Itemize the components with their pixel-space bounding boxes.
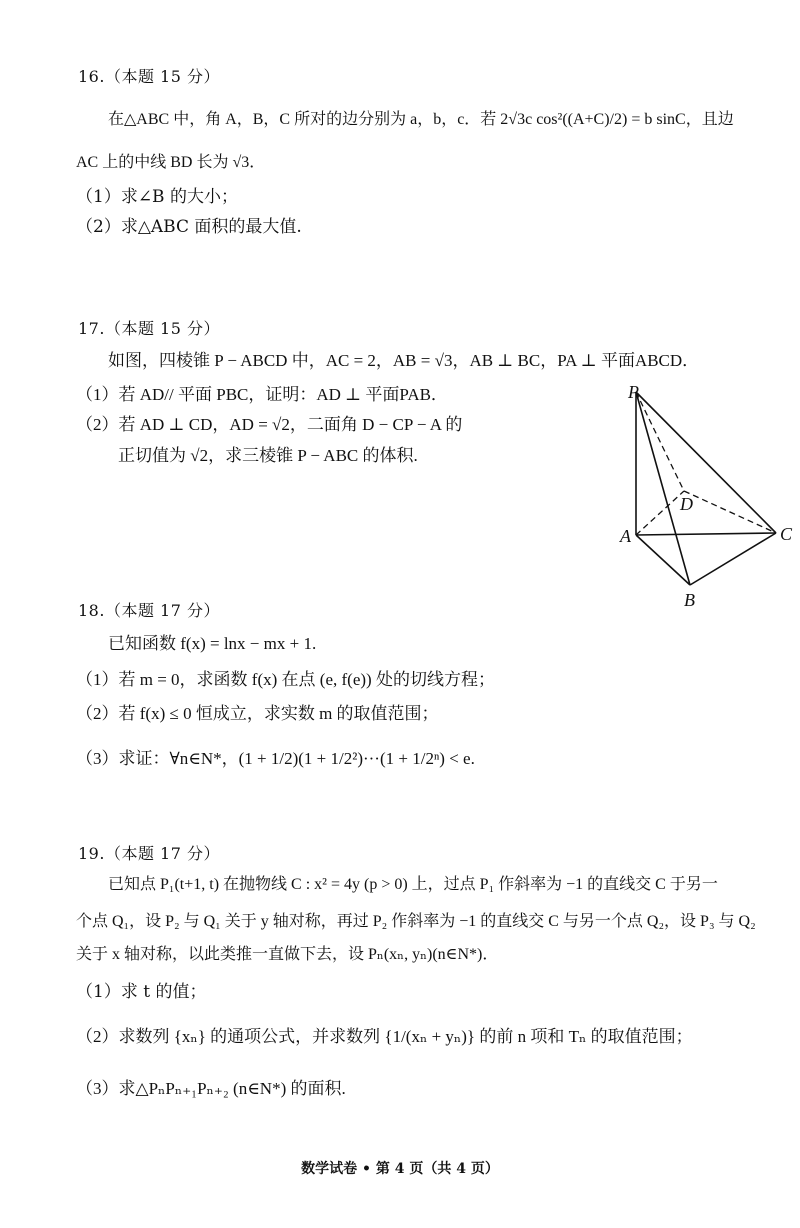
q18-part3: （3）求证：∀n∈N*，(1 + 1/2)(1 + 1/2²)···(1 + 1/2ⁿ) < e. [76,749,475,768]
edge-pb [636,392,690,585]
q19-part3: （3）求△PₙPₙ₊₁Pₙ₊₂ (n∈N*) 的面积. [76,1079,346,1098]
q17-stem: 如图，四棱锥 P − ABCD 中，AC = 2，AB = √3，AB ⊥ BC，PA ⊥ 平面ABCD． [108,351,700,370]
q18-stem: 已知函数 f(x) = lnx − mx + 1. [108,634,317,653]
q19-heading: 19.（本题 17 分） [78,844,220,863]
q16-stem-line2: AC 上的中线 BD 长为 √3． [76,154,266,171]
vertex-label-p: P [628,382,639,402]
edge-ac [636,533,776,535]
page-footer: 数学试卷 • 第 4 页（共 4 页） [301,1161,499,1177]
q19-part2: （2）求数列 {xₙ} 的通项公式，并求数列 {1/(xₙ + yₙ)} 的前 n 项和 Tₙ 的取值范围； [76,1027,693,1046]
vertex-label-c: C [780,524,793,544]
vertex-label-a: A [620,526,631,546]
edge-ad-hidden [636,491,684,535]
q18-part1: （1）若 m = 0，求函数 f(x) 在点 (e, f(e)) 处的切线方程； [76,670,495,689]
q17-part1: （1）若 AD// 平面 PBC，证明：AD ⊥ 平面PAB． [76,385,448,404]
q19-stem-line2: 个点 Q₁，设 P₂ 与 Q₁ 关于 y 轴对称，再过 P₂ 作斜率为 −1 的直线交 C 与另一个点 Q₂，设 P₃ 与 Q₂ [76,913,756,930]
edge-bc [690,533,776,585]
q16-heading: 16.（本题 15 分） [78,67,220,86]
vertex-label-d: D [680,494,693,514]
q16-part1: （1）求∠B 的大小； [76,187,238,207]
q17-heading: 17.（本题 15 分） [78,319,220,338]
vertex-label-b: B [684,590,695,610]
q17-part2-line1: （2）若 AD ⊥ CD，AD = √2，二面角 D − CP − A 的 [76,415,463,434]
q18-part2: （2）若 f(x) ≤ 0 恒成立，求实数 m 的取值范围； [76,704,439,723]
q19-part1: （1）求 t 的值； [76,982,207,1002]
q18-heading: 18.（本题 17 分） [78,601,220,620]
edge-pc [636,392,776,533]
edge-dc-hidden [684,491,776,533]
q19-stem-line1: 已知点 P₁(t+1, t) 在抛物线 C : x² = 4y (p > 0) 上，过点 P₁ 作斜率为 −1 的直线交 C 于另一 [108,876,718,893]
q17-part2-line2: 正切值为 √2，求三棱锥 P − ABC 的体积. [118,446,418,465]
q16-part2: （2）求△ABC 面积的最大值. [76,217,302,237]
edge-ab [636,535,690,585]
q16-stem-line1: 在△ABC 中，角 A，B，C 所对的边分别为 a，b，c．若 2√3c cos²((A+C)/2) = b sinC，且边 [108,111,734,128]
q19-stem-line3: 关于 x 轴对称，以此类推一直做下去，设 Pₙ(xₙ, yₙ)(n∈N*)． [76,946,499,963]
